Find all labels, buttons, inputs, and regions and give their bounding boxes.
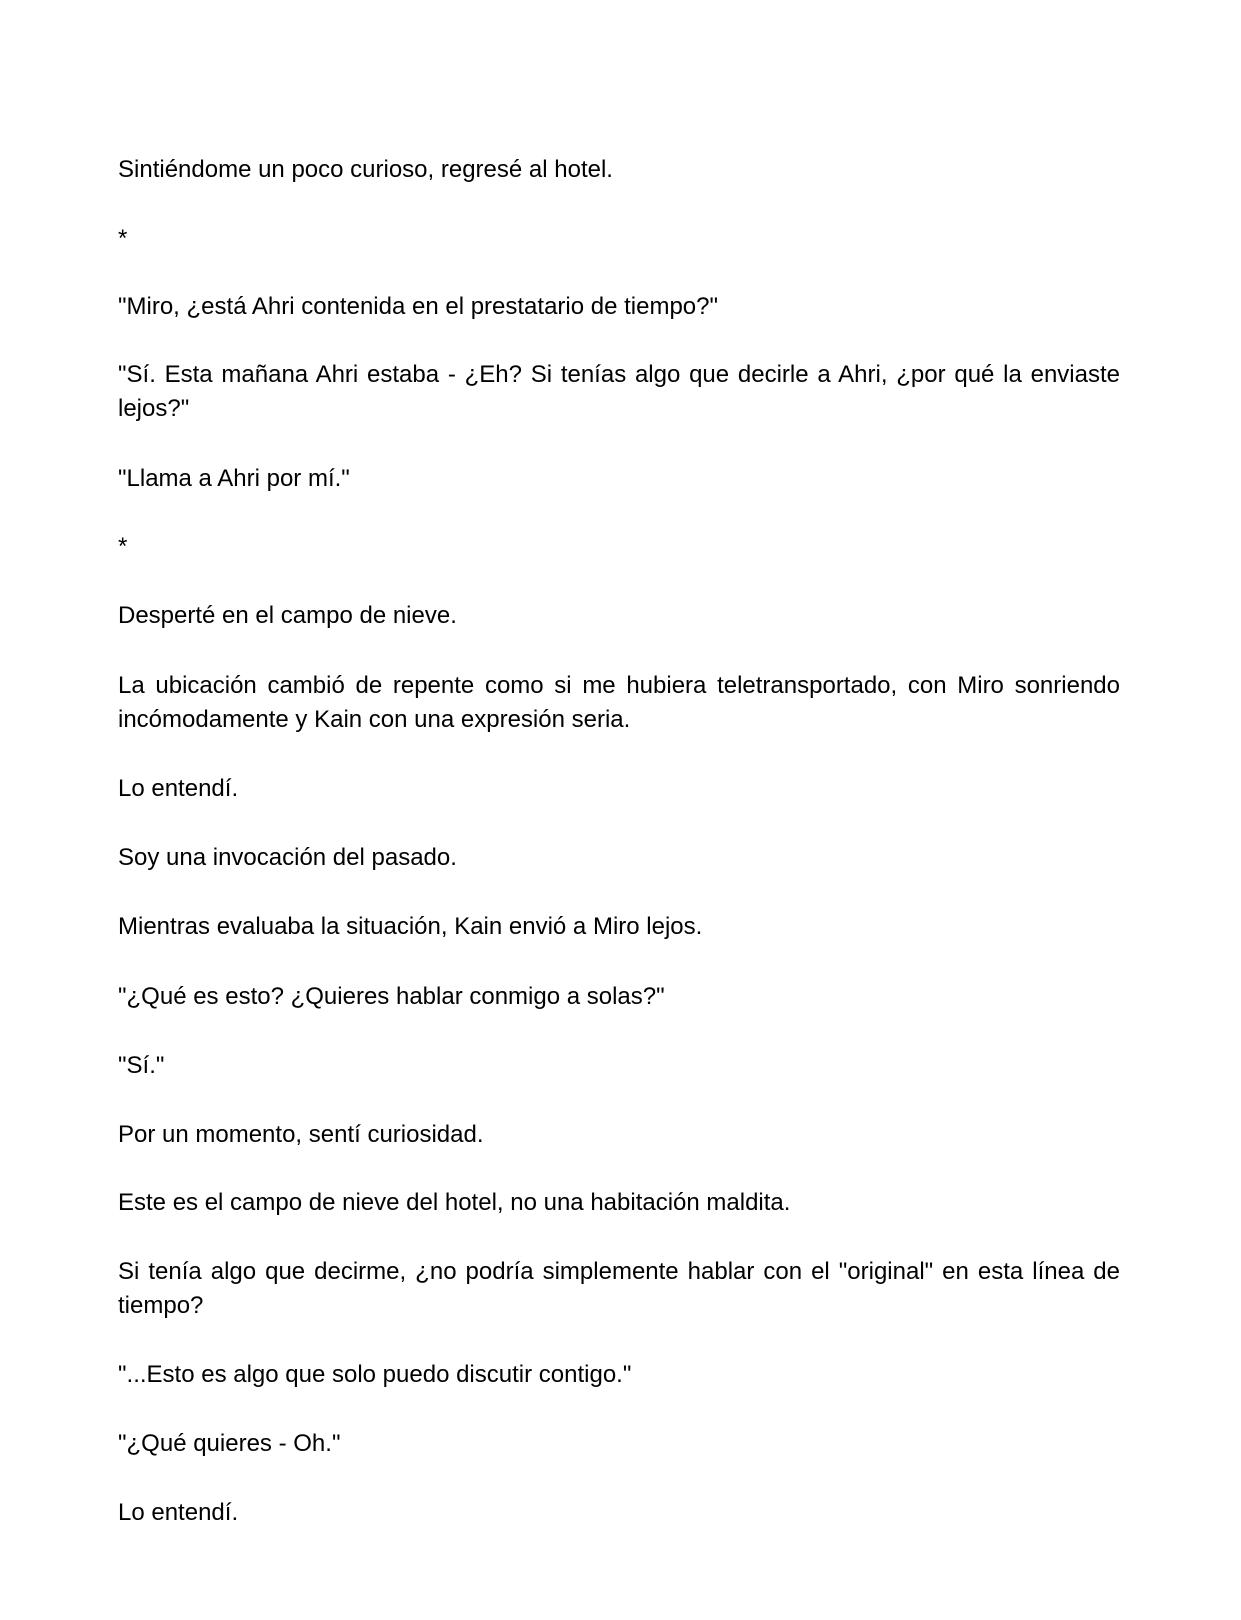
- paragraph: Si tenía algo que decirme, ¿no podría simplemente hablar con el "original" en esta línea de tiempo?: [118, 1258, 1120, 1319]
- paragraph: Sintiéndome un poco curioso, regresé al hotel.: [118, 156, 613, 183]
- paragraph: La ubicación cambió de repente como si me hubiera teletransportado, con Miro sonriendo incómodamente y Kain con una expresión seria.: [118, 672, 1120, 733]
- paragraph: Lo entendí.: [118, 1499, 239, 1526]
- paragraph: "Miro, ¿está Ahri contenida en el prestatario de tiempo?": [118, 293, 719, 320]
- paragraph: Soy una invocación del pasado.: [118, 844, 457, 871]
- scene-break: *: [118, 533, 128, 560]
- paragraph: "...Esto es algo que solo puedo discutir contigo.": [118, 1361, 632, 1388]
- paragraph: Este es el campo de nieve del hotel, no una habitación maldita.: [118, 1189, 791, 1216]
- paragraph: "Sí.": [118, 1052, 165, 1079]
- scene-break: *: [118, 225, 128, 252]
- paragraph: "¿Qué es esto? ¿Quieres hablar conmigo a solas?": [118, 983, 665, 1010]
- paragraph: Desperté en el campo de nieve.: [118, 602, 457, 629]
- paragraph: "¿Qué quieres - Oh.": [118, 1430, 341, 1457]
- paragraph: Lo entendí.: [118, 775, 239, 802]
- paragraph: "Llama a Ahri por mí.": [118, 465, 350, 492]
- paragraph: Mientras evaluaba la situación, Kain envió a Miro lejos.: [118, 913, 703, 940]
- paragraph: Por un momento, sentí curiosidad.: [118, 1121, 484, 1148]
- paragraph: "Sí. Esta mañana Ahri estaba - ¿Eh? Si tenías algo que decirle a Ahri, ¿por qué la enviaste lejos?": [118, 361, 1120, 422]
